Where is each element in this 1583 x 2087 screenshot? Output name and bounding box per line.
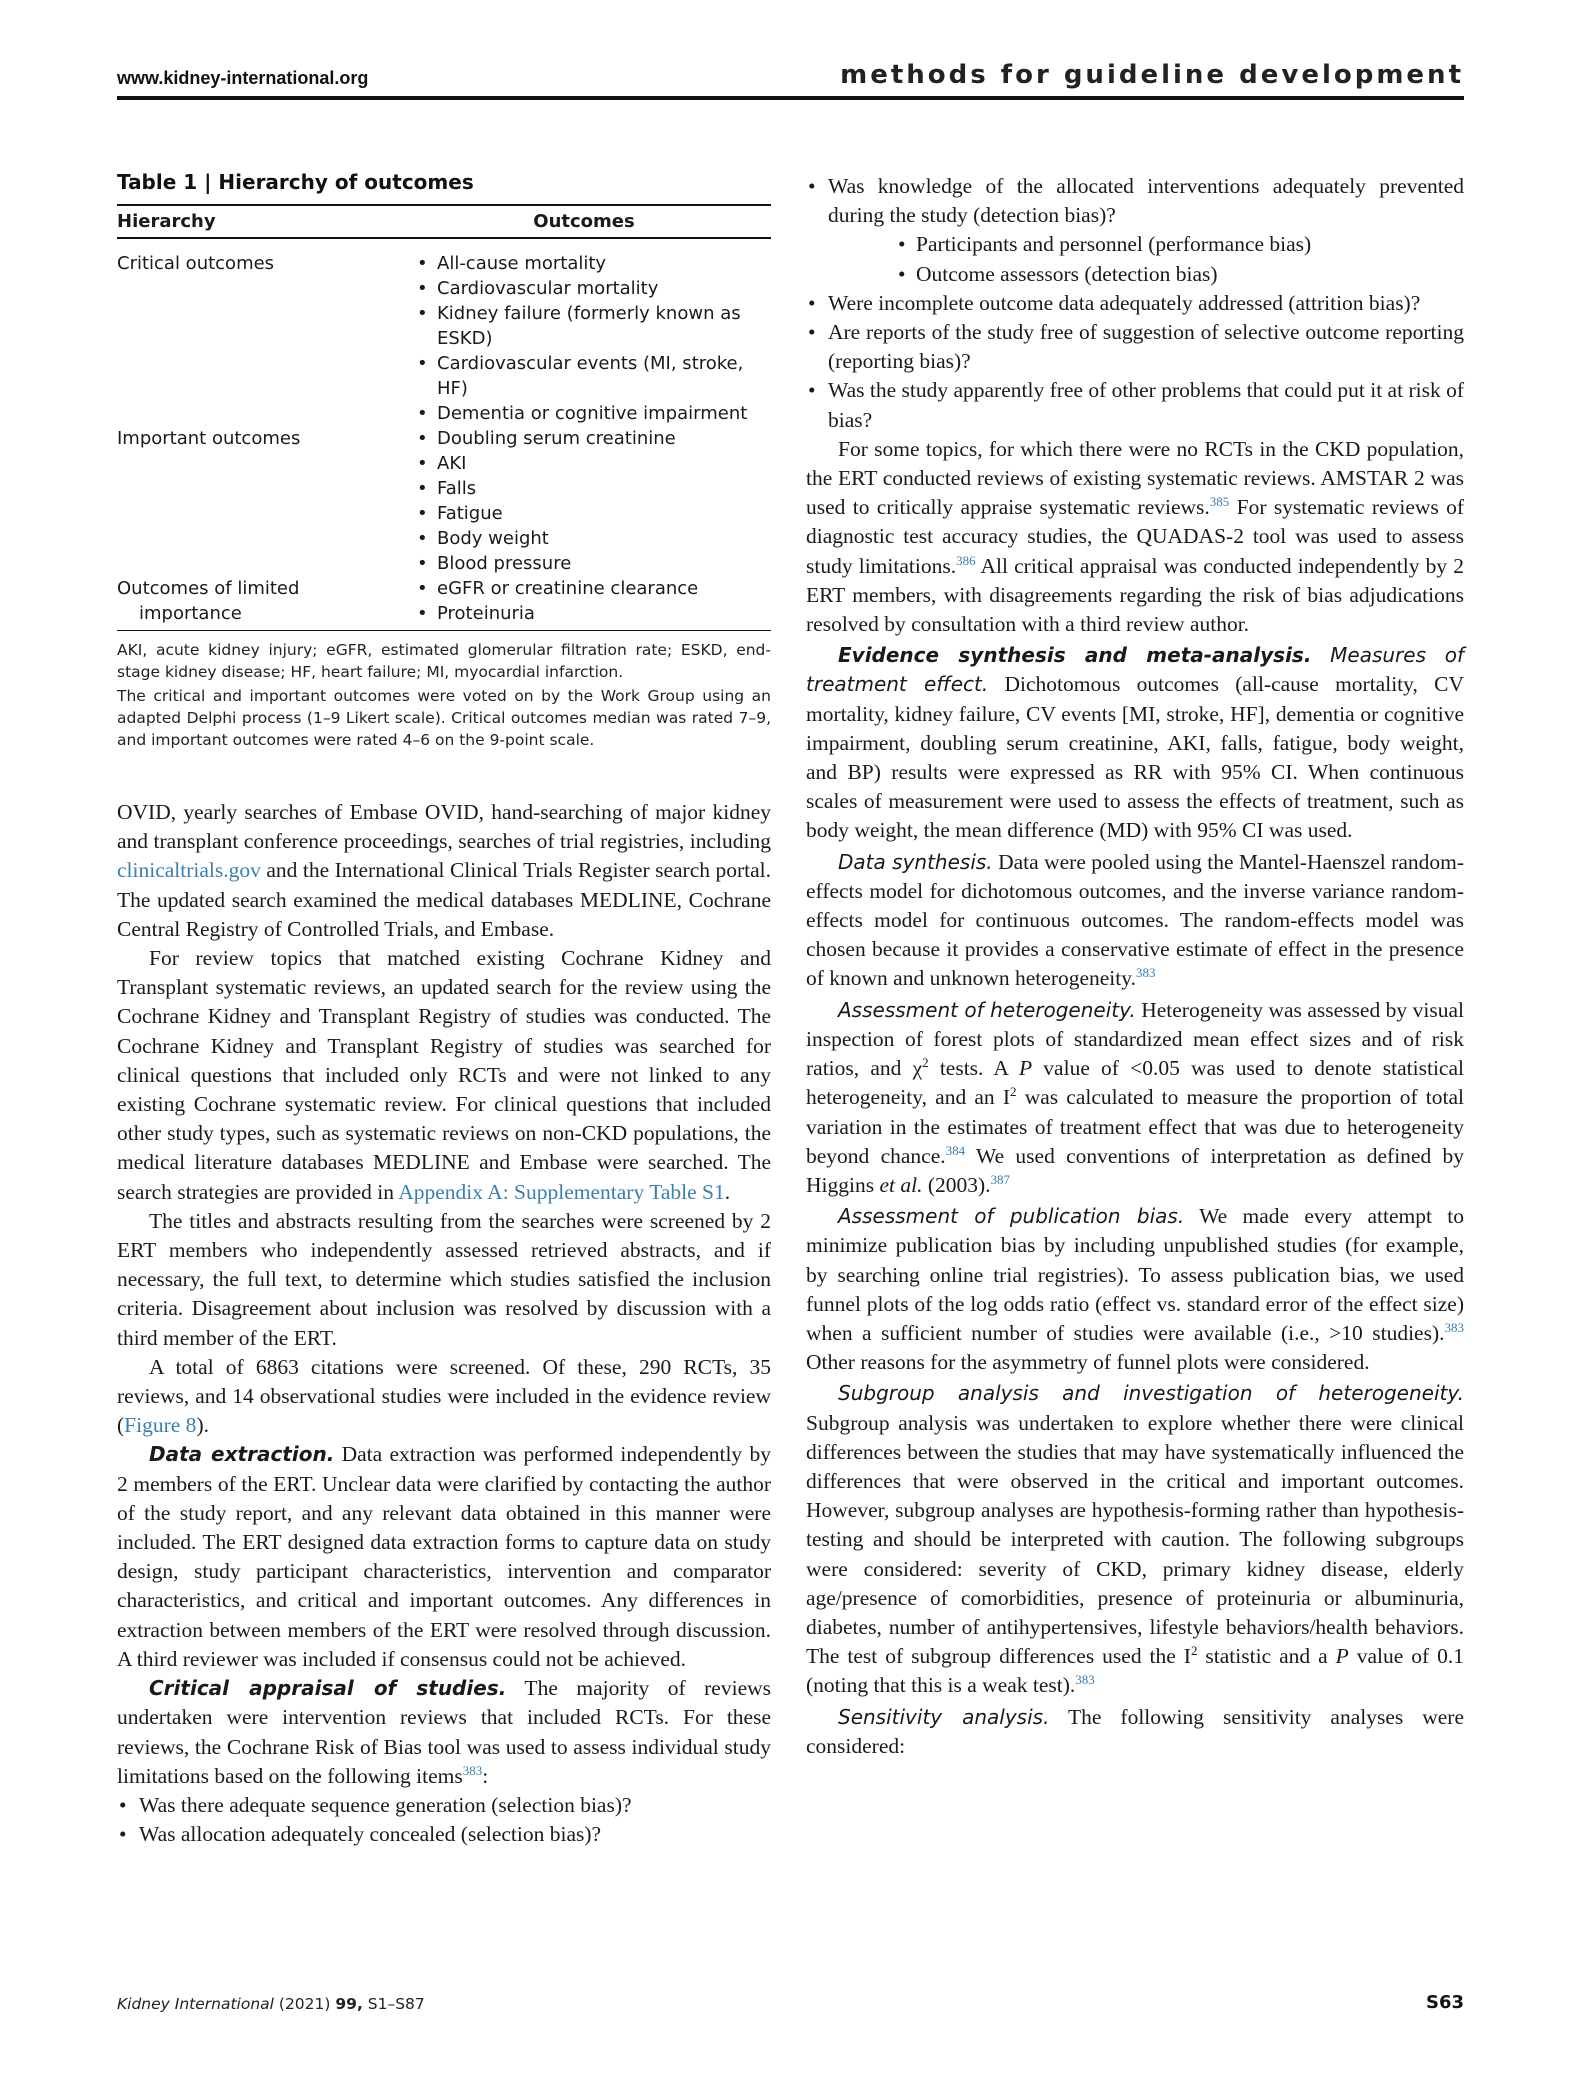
hierarchy-label-continued: importance	[139, 603, 242, 624]
clinicaltrials-link[interactable]: clinicaltrials.gov	[117, 858, 261, 883]
citation-link[interactable]: 383	[1075, 1672, 1095, 1688]
header-rule	[117, 96, 1464, 100]
paragraph: The titles and abstracts resulting from the searches were screened by 2 ERT members who independently assessed retrieved abstracts, and if necessary, the full text, to determine which studies satisfied the inclusion criteria. Disagreement about inclusion was resolved by discussion with a third member of the ERT.	[117, 1208, 771, 1350]
paragraph: For review topics that matched existing Cochrane Kidney and Transplant systematic reviews, an updated search for the review using the Cochrane Kidney and Transplant Registry of studies was conducted. The Cochrane Kidney and Transplant Registry of studies was searched for clinical questions that included only RCTs and were not linked to any existing Cochrane systematic review. For clinical questions that included other study types, such as systematic reviews on non-CKD populations, the medical literature databases MEDLINE and Embase were searched. The search strategies are provided in Appendix A: Supplementary Table S1.	[117, 946, 771, 1204]
hierarchy-label: Outcomes of limited	[117, 578, 300, 599]
paragraph: Sensitivity analysis. The following sensitivity analyses were considered:	[806, 1704, 1464, 1758]
right-body-text	[806, 172, 1464, 1761]
outcome-item: • Proteinuria	[417, 601, 771, 626]
bias-item: • Was knowledge of the allocated interventions adequately prevented during the study (detection bias)?	[806, 172, 1464, 230]
table-footnote-abbreviations: AKI, acute kidney injury; eGFR, estimated glomerular filtration rate; ESKD, end-stage kidney disease; HF, heart failure; MI, myocardial infarction.	[117, 641, 771, 681]
bias-item: • Was the study apparently free of other problems that could put it at risk of bias?	[806, 376, 1464, 434]
paragraph: Assessment of publication bias. We made every attempt to minimize publication bias by including unpublished studies (for example, by searching online trial registries). To assess publication bias, we used funnel plots of the log odds ratio (effect vs. standard error of the effect size) when a sufficient number of studies were available (i.e., >10 studies).$^{383}$ Other reasons for the asymmetry of funnel plots were considered.	[806, 1204, 1464, 1375]
heading-sensitivity-analysis: Sensitivity analysis.	[838, 1704, 1050, 1729]
heading-subgroup-analysis: Subgroup analysis and investigation of heterogeneity.	[838, 1381, 1464, 1406]
bias-subitem: • Outcome assessors (detection bias)	[898, 260, 1464, 289]
outcome-item: • Kidney failure (formerly known as ESKD)	[417, 301, 771, 351]
paragraph: For some topics, for which there were no RCTs in the CKD population, the ERT conducted reviews of existing systematic reviews. AMSTAR 2 was used to critically appraise systematic reviews.$^{385}$ For systematic reviews of diagnostic test accuracy studies, the QUADAS-2 tool was used to assess study limitations.$^{386}$ All critical appraisal was conducted independently by 2 ERT members, with disagreements regarding the risk of bias adjudications resolved by consultation with a third review author.	[806, 436, 1464, 637]
outcome-item: • All-cause mortality	[417, 251, 771, 276]
bias-item: • Was allocation adequately concealed (selection bias)?	[117, 1820, 771, 1849]
table-row	[117, 426, 771, 576]
outcome-item: • Cardiovascular events (MI, stroke, HF)	[417, 351, 771, 401]
citation-link[interactable]: 383	[462, 1762, 483, 1778]
outcome-item: • Cardiovascular mortality	[417, 276, 771, 301]
outcome-item: • Doubling serum creatinine	[417, 426, 771, 451]
page-number: S63	[1425, 1992, 1464, 2013]
bias-item: • Were incomplete outcome data adequately addressed (attrition bias)?	[806, 289, 1464, 318]
hierarchy-label: Important outcomes	[117, 428, 301, 449]
outcome-item: • AKI	[417, 451, 771, 476]
citation-link[interactable]: 383	[1444, 1319, 1464, 1335]
site-url[interactable]: www.kidney-international.org	[117, 68, 369, 88]
heading-publication-bias: Assessment of publication bias.	[838, 1204, 1185, 1229]
outcome-item: • eGFR or creatinine clearance	[417, 576, 771, 601]
bias-subitem: • Participants and personnel (performance bias)	[898, 230, 1464, 259]
col-header-outcomes: Outcomes	[397, 205, 771, 238]
citation-link[interactable]: 385	[1209, 494, 1230, 510]
table-footnote-delphi: The critical and important outcomes were voted on by the Work Group using an adapted Delphi process (1–9 Likert scale). Critical outcomes median was rated 7–9, and important outcomes were rated 4–6 on the 9-point scale.	[117, 687, 771, 749]
citation-link[interactable]: 383	[1136, 965, 1156, 981]
heading-data-extraction: Data extraction.	[149, 1442, 335, 1467]
outcome-item: • Blood pressure	[417, 551, 771, 576]
paragraph: Assessment of heterogeneity. Heterogeneity was assessed by visual inspection of forest plots of standardized mean effect sizes and of risk ratios, and $\chi^2$ tests. A P value of <0.05 was used to denote statistical heterogeneity, and an $I^2$ was calculated to measure the proportion of total variation in the estimates of treatment effect that was due to heterogeneity beyond chance.$^{384}$ We used conventions of interpretation as defined by Higgins et al. (2003).$^{387}$	[806, 997, 1465, 1197]
section-title: methods for guideline development	[840, 60, 1464, 90]
bias-item: • Was there adequate sequence generation (selection bias)?	[117, 1791, 771, 1820]
outcome-item: • Falls	[417, 476, 771, 501]
citation-link[interactable]: 384	[945, 1142, 966, 1158]
paragraph: OVID, yearly searches of Embase OVID, hand-searching of major kidney and transplant conference proceedings, searches of trial registries, including clinicaltrials.gov and the International Clinical Trials Register search portal. The updated search examined the medical databases MEDLINE, Cochrane Central Registry of Controlled Trials, and Embase.	[117, 800, 771, 941]
citation-link[interactable]: 387	[990, 1171, 1011, 1187]
hierarchy-label: Critical outcomes	[117, 253, 275, 274]
page-header	[117, 60, 1464, 100]
outcome-item: • Body weight	[417, 526, 771, 551]
citation-link[interactable]: 386	[956, 552, 976, 568]
table-row	[117, 576, 771, 631]
paragraph: Data extraction. Data extraction was performed independently by 2 members of the ERT. Unclear data were clarified by contacting the author of the study report, and any relevant data obtained in this manner were included. The ERT designed data extraction forms to capture data on study design, study participant characteristics, intervention and comparator characteristics, and critical and important outcomes. Any differences in extraction between members of the ERT were resolved through discussion. A third reviewer was included if consensus could not be achieved.	[117, 1442, 771, 1671]
bias-subitem-list	[806, 230, 1464, 288]
paragraph: Subgroup analysis and investigation of heterogeneity. Subgroup analysis was undertaken to explore whether there were clinical differences between the studies that may have systematically influenced the differences that were observed in the critical and important outcomes. However, subgroup analyses are hypothesis-forming rather than hypothesis-testing and should be interpreted with caution. The following subgroups were considered: severity of CKD, primary kidney disease, elderly age/presence of comorbidities, presence of proteinuria or albuminuria, diabetes, number of antihypertensives, lifestyle behaviors/health behaviors. The test of subgroup differences used the $I^2$ statistic and a P value of 0.1 (noting that this is a weak test).$^{383}$	[806, 1381, 1465, 1698]
col-header-hierarchy: Hierarchy	[117, 205, 397, 238]
outcome-item: • Fatigue	[417, 501, 771, 526]
heading-data-synthesis: Data synthesis.	[838, 849, 993, 874]
heading-heterogeneity: Assessment of heterogeneity.	[838, 997, 1136, 1022]
table-row	[117, 238, 771, 426]
bias-item-list	[806, 172, 1464, 230]
appendix-link[interactable]: Appendix A: Supplementary Table S1	[398, 1179, 725, 1204]
outcome-item: • Dementia or cognitive impairment	[417, 401, 771, 426]
figure-8-link[interactable]: Figure 8	[124, 1413, 197, 1438]
paragraph: Critical appraisal of studies. The majority of reviews undertaken were intervention reviews that included RCTs. For these reviews, the Cochrane Risk of Bias tool was used to assess individual study limitations based on the following items$^{383}$:	[117, 1676, 772, 1788]
heading-evidence-synthesis: Evidence synthesis and meta-analysis.	[838, 643, 1312, 668]
paragraph: A total of 6863 citations were screened. Of these, 290 RCTs, 35 reviews, and 14 observational studies were included in the evidence review (Figure 8).	[117, 1354, 771, 1438]
paragraph: Evidence synthesis and meta-analysis. Measures of treatment effect. Dichotomous outcomes (all-cause mortality, CV mortality, kidney failure, CV events [MI, stroke, HF], dementia or cognitive impairment, doubling serum creatinine, AKI, falls, fatigue, body weight, and BP) results were expressed as RR with 95% CI. When continuous scales of measurement were used to assess the effects of treatment, such as body weight, the mean difference (MD) with 95% CI was used.	[806, 643, 1464, 843]
journal-citation: Kidney International (2021) 99, S1–S87	[117, 1995, 425, 2013]
left-body-text	[117, 798, 771, 1849]
heading-critical-appraisal: Critical appraisal of studies.	[149, 1676, 507, 1701]
heading-measures-of-effect: Measures of treatment effect.	[806, 643, 1464, 697]
bias-item-list	[806, 289, 1464, 435]
bias-item: • Are reports of the study free of suggestion of selective outcome reporting (reporting bias)?	[806, 318, 1464, 376]
table-title: Table 1 | Hierarchy of outcomes	[117, 170, 474, 194]
bias-item-list	[117, 1791, 771, 1849]
table-block	[117, 170, 771, 751]
outcomes-table	[117, 204, 771, 631]
paragraph: Data synthesis. Data were pooled using the Mantel-Haenszel random-effects model for dichotomous outcomes, and the inverse variance random-effects model for continuous outcomes. The random-effects model was chosen because it provides a conservative estimate of effect in the presence of known and unknown heterogeneity.$^{383}$	[806, 849, 1464, 991]
